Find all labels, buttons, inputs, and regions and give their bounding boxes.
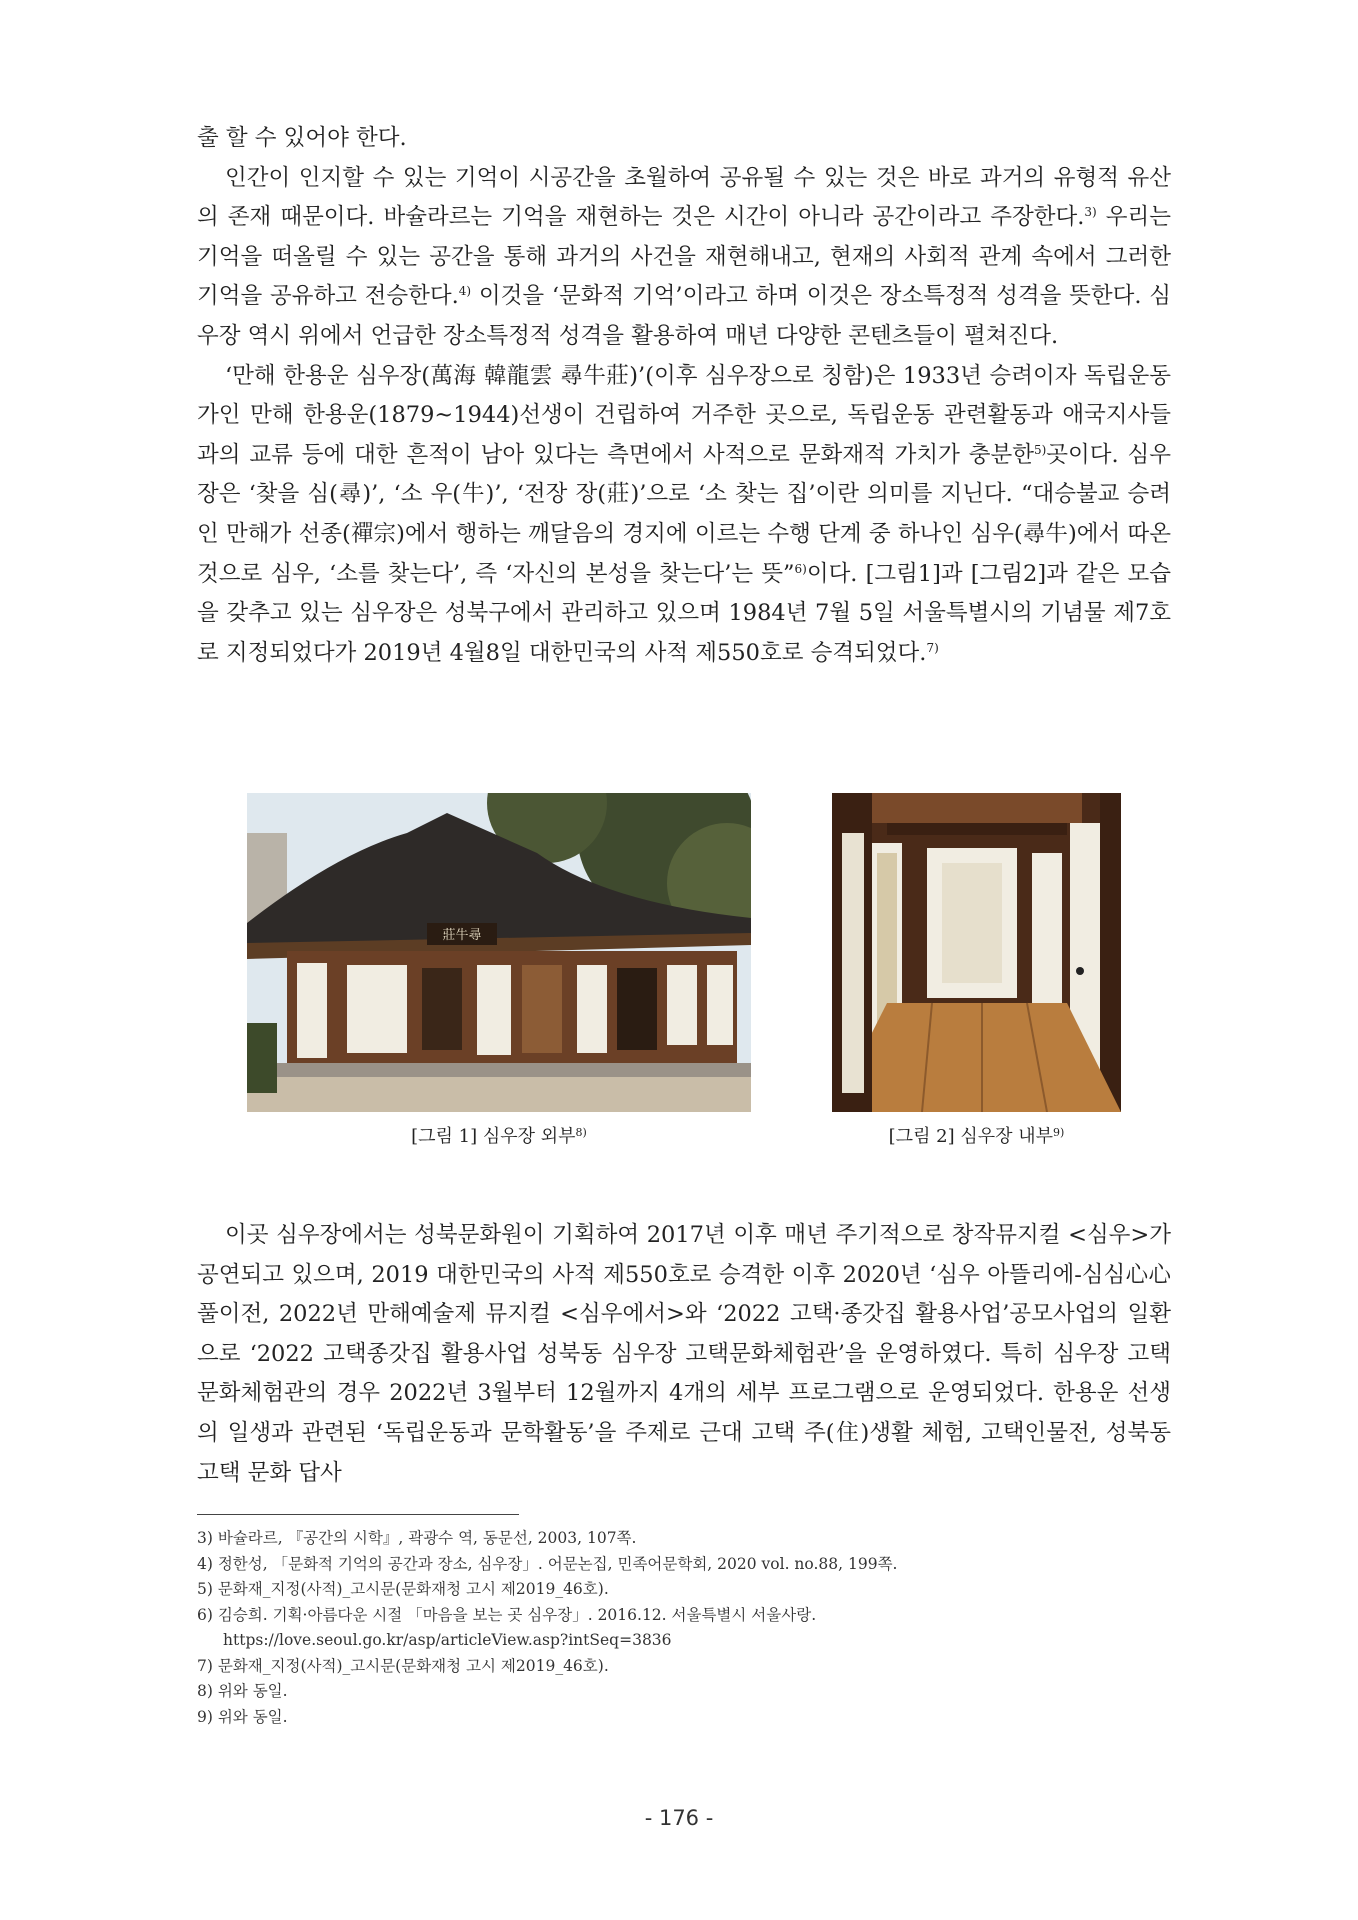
paragraph-text: 출 할 수 있어야 한다. — [197, 125, 407, 151]
body-text-upper — [197, 119, 1171, 673]
figure-2-caption — [832, 1121, 1121, 1149]
footnote-4: 4) 정한성, 「문화적 기억의 공간과 장소, 심우장」. 어문논집, 민족어문학회, 2020 vol. no.88, 199쪽. — [197, 1554, 898, 1573]
paragraph-text: 우리는 기억을 떠올릴 수 있는 공간을 통해 과거의 사건을 재현해내고, 현재의 사회적 관계 속에서 그러한 기억을 공유하고 전승한다. — [197, 204, 1172, 310]
paragraph-text: 이것을 ‘문화적 기억’이라고 하며 이것은 장소특정적 성격을 뜻한다. 심우장 역시 위에서 언급한 장소특정적 성격을 활용하여 매년 다양한 콘텐츠들이 펼쳐진다. — [197, 283, 1171, 349]
caption-text: [그림 2] 심우장 내부 — [888, 1126, 1054, 1147]
hanok-exterior-illustration — [247, 793, 751, 1112]
footnote-marker[interactable]: 3) — [1084, 205, 1097, 220]
footnote-8: 8) 위와 동일. — [197, 1682, 288, 1700]
footnote-marker[interactable]: 8) — [575, 1126, 587, 1139]
body-text-lower — [197, 1216, 1171, 1493]
footnote-separator — [197, 1514, 519, 1515]
footnote-6: 6) 김승희. 기획·아름다운 시절 「마음을 보는 곳 심우장」. 2016.12. 서울특별시 서울사랑. — [197, 1605, 817, 1624]
figure-1-exterior-photo — [247, 793, 751, 1112]
footnote-marker[interactable]: 5) — [1033, 442, 1047, 457]
footnote-5: 5) 문화재_지정(사적)_고시문(문화재청 고시 제2019_46호). — [197, 1580, 609, 1598]
paragraph-4 — [197, 1216, 1171, 1493]
paragraph-text: 곳이다. 심우장은 ‘찾을 심(尋)’, ‘소 우(牛)’, ‘전장 장(莊)’으로 ‘소 찾는 집’이란 의미를 지닌다. “대승불교 승려인 만해가 선종(禪宗)에서 행하는 깨달음의 경지에 이르는 수행 단계 중 하나인 심우(尋牛)에서 따온 것으로 심우, ‘소를 찾는다’, 즉 ‘자신의 본성을 찾는다’는 뜻” — [197, 441, 1171, 587]
sign-board-text: 莊牛尋 — [442, 928, 482, 943]
caption-text: [그림 1] 심우장 외부 — [411, 1126, 576, 1147]
hanok-interior-illustration — [832, 793, 1121, 1112]
paragraph-3 — [197, 357, 1171, 674]
footnote-3: 3) 바슐라르, 『공간의 시학』, 곽광수 역, 동문선, 2003, 107쪽. — [197, 1529, 637, 1547]
footnote-marker[interactable]: 9) — [1053, 1126, 1065, 1139]
page-number: - 176 - — [644, 1806, 714, 1830]
footnote-9: 9) 위와 동일. — [197, 1707, 288, 1726]
paragraph-1 — [197, 119, 1171, 159]
footnotes — [197, 1526, 1177, 1730]
figure-2-interior-photo — [832, 793, 1121, 1112]
footnote-marker[interactable]: 7) — [926, 640, 939, 655]
paragraph-text: ‘만해 한용운 심우장(萬海 韓龍雲 尋牛莊)’(이후 심우장으로 칭함)은 1933년 승려이자 독립운동가인 만해 한용운(1879~1944)선생이 건립하여 거주한 곳으로, 독립운동 관련활동과 애국지사들과의 교류 등에 대한 흔적이 남아 있다는 측면에서 사적으로 문화재적 가치가 충분한 — [197, 362, 1171, 468]
footnote-marker[interactable]: 4) — [458, 284, 472, 299]
paragraph-2 — [197, 159, 1171, 357]
footnote-marker[interactable]: 6) — [794, 561, 807, 576]
footnote-6-url-link[interactable]: https://love.seoul.go.kr/asp/articleView.asp?intSeq=3836 — [223, 1631, 672, 1649]
footnote-7: 7) 문화재_지정(사적)_고시문(문화재청 고시 제2019_46호). — [197, 1656, 609, 1675]
figure-1-caption — [247, 1121, 751, 1149]
paragraph-text: 이다. [그림1]과 [그림2]과 같은 모습을 갖추고 있는 심우장은 성북구에서 관리하고 있으며 1984년 7월 5일 서울특별시의 기념물 제7호로 지정되었다가 2019년 4월8일 대한민국의 사적 제550호로 승격되었다. — [197, 560, 1171, 666]
paragraph-text: 인간이 인지할 수 있는 기억이 시공간을 초월하여 공유될 수 있는 것은 바로 과거의 유형적 유산의 존재 때문이다. 바슐라르는 기억을 재현하는 것은 시간이 아니라 공간이라고 주장한다. — [197, 164, 1171, 231]
paragraph-text: 이곳 심우장에서는 성북문화원이 기획하여 2017년 이후 매년 주기적으로 창작뮤지컬 <심우>가 공연되고 있으며, 2019 대한민국의 사적 제550호로 승격한 이후 2020년 ‘심우 아뜰리에-심심心心풀이전, 2022년 만해예술제 뮤지컬 <심우에서>와 ‘2022 고택·종갓집 활용사업’공모사업의 일환으로 ‘2022 고택종갓집 활용사업 성북동 심우장 고택문화체험관’을 운영하였다. 특히 심우장 고택문화체험관의 경우 2022년 3월부터 12월까지 4개의 세부 프로그램으로 운영되었다. 한용운 선생의 일생과 관련된 ‘독립운동과 문학활동’을 주제로 근대 고택 주(住)생활 체험, 고택인물전, 성북동 고택 문화 답사 — [197, 1222, 1171, 1486]
